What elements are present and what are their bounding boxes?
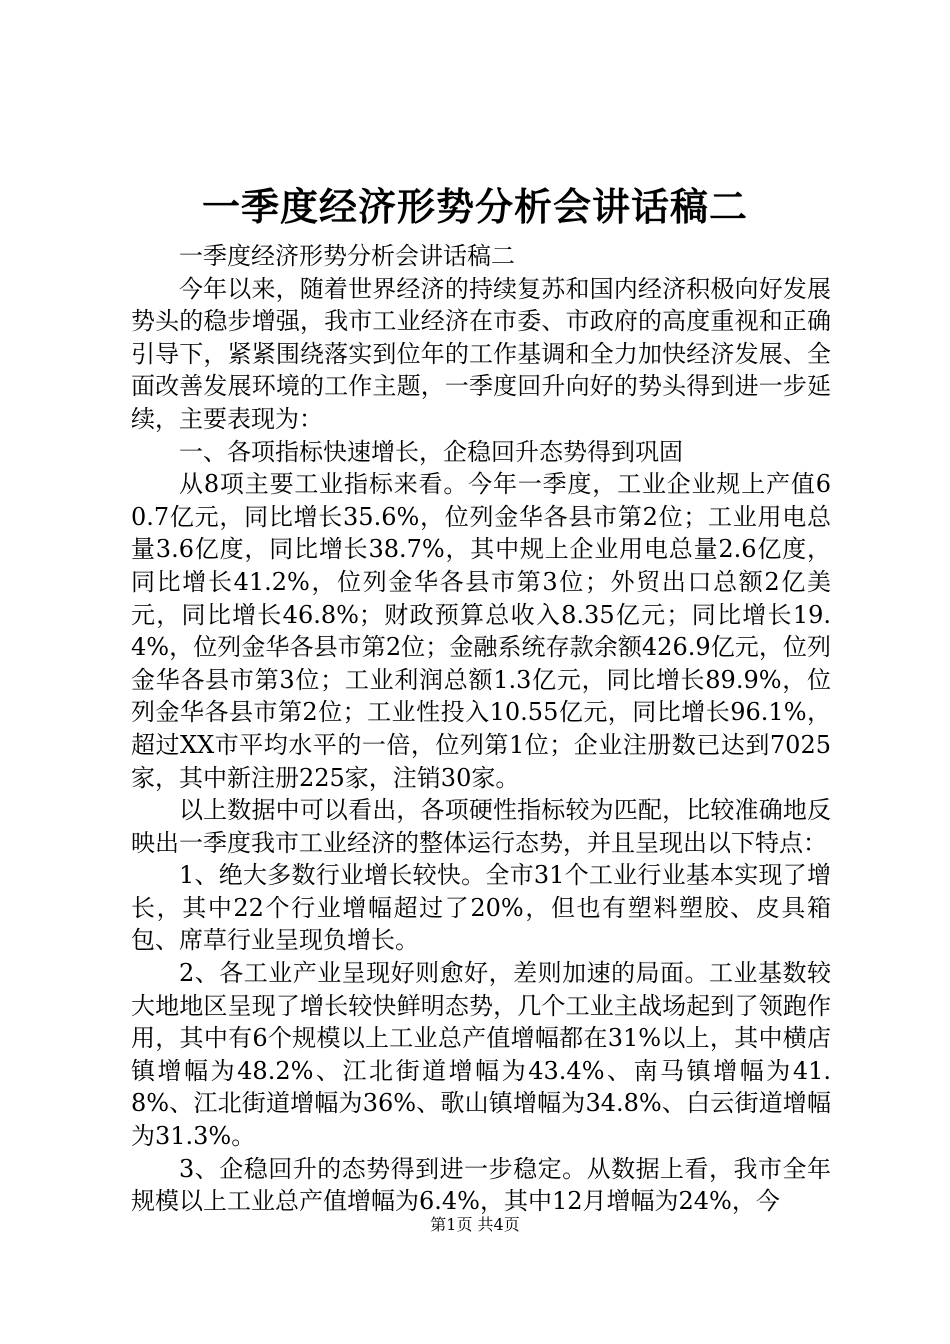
paragraph-subtitle: 一季度经济形势分析会讲话稿二 xyxy=(179,242,515,270)
paragraph-point-3: 3、企稳回升的态势得到进一步稳定。从数据上看，我市全年规模以上工业总产值增幅为6.4%，其中12月增幅为24%，今 xyxy=(131,1154,831,1216)
section-heading-1: 一、各项指标快速增长，企稳回升态势得到巩固 xyxy=(179,437,683,466)
page-number-footer: 第1页 共4页 xyxy=(430,1215,520,1234)
paragraph-summary: 以上数据中可以看出，各项硬性指标较为匹配，比较准确地反映出一季度我市工业经济的整体运行态势，并且呈现出以下特点： xyxy=(131,796,831,857)
paragraph-point-1: 1、绝大多数行业增长较快。全市31个工业行业基本实现了增长，其中22个行业增幅超过了20%，但也有塑料塑胶、皮具箱包、席草行业呈现负增长。 xyxy=(131,861,831,955)
paragraph-intro: 今年以来，随着世界经济的持续复苏和国内经济积极向好发展势头的稳步增强，我市工业经济在市委、市政府的高度重视和正确引导下，紧紧围绕落实到位年的工作基调和全力加快经济发展、全面改善发展环境的工作主题，一季度回升向好的势头得到进一步延续，主要表现为： xyxy=(131,274,831,433)
document-body xyxy=(131,240,831,1218)
document-title: 一季度经济形势分析会讲话稿二 xyxy=(201,184,748,229)
paragraph-point-2: 2、各工业产业呈现好则愈好，差则加速的局面。工业基数较大地地区呈现了增长较快鲜明态势，几个工业主战场起到了领跑作用，其中有6个规模以上工业总产值增幅都在31%以上，其中横店镇增幅为48.2%、江北街道增幅为43.4%、南马镇增幅为41.8%、江北街道增幅为36%、歌山镇增幅为34.8%、白云街道增幅为31.3%。 xyxy=(131,959,831,1151)
paragraph-indicators: 从8项主要工业指标来看。今年一季度，工业企业规上产值60.7亿元，同比增长35.6%，位列金华各县市第2位；工业用电总量3.6亿度，同比增长38.7%，其中规上企业用电总量2.6亿度，同比增长41.2%，位列金华各县市第3位；外贸出口总额2亿美元，同比增长46.8%；财政预算总收入8.35亿元；同比增长19.4%，位列金华各县市第2位；金融系统存款余额426.9亿元，位列金华各县市第3位；工业利润总额1.3亿元，同比增长89.9%，位列金华各县市第2位；工业性投入10.55亿元，同比增长96.1%，超过XX市平均水平的一倍，位列第1位；企业注册数已达到7025家，其中新注册225家，注销30家。 xyxy=(131,470,831,792)
